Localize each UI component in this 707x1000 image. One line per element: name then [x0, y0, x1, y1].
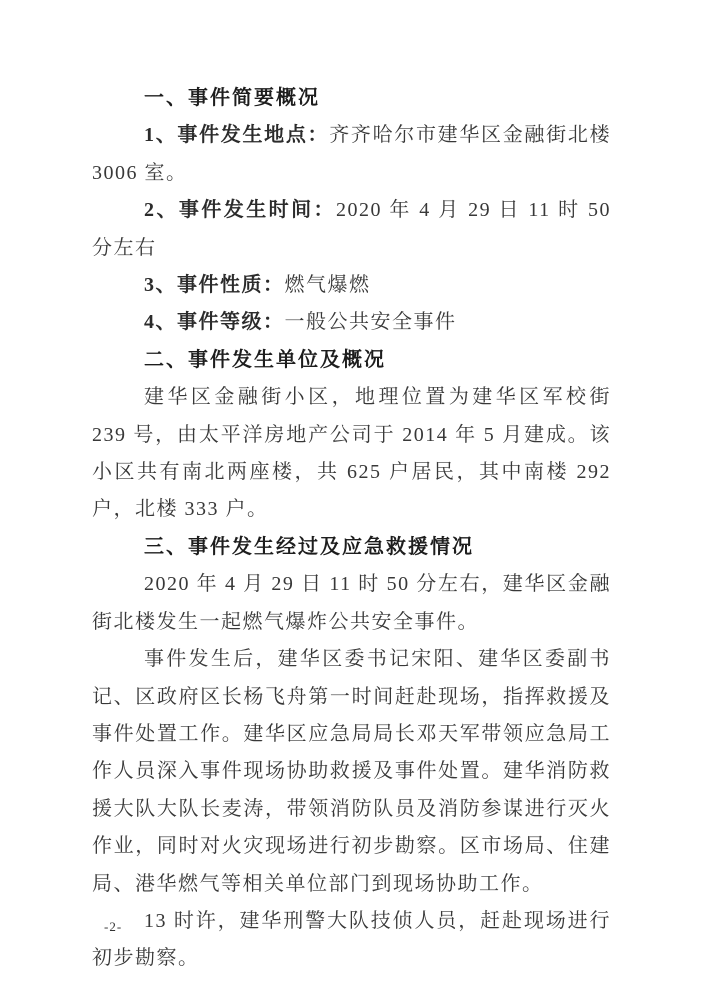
item-label-time: 2、事件发生时间：	[144, 199, 336, 222]
paragraph-community-info: 建华区金融街小区，地理位置为建华区军校街 239 号，由太平洋房地产公司于 2014 年 5 月建成。该小区共有南北两座楼，共 625 户居民，其中南楼 292 户，北楼 333 户。	[92, 386, 611, 521]
item-text-location: 齐齐哈尔市建华区金融街北楼 3006 室。	[92, 124, 612, 184]
item-text-nature: 燃气爆燃	[284, 274, 371, 297]
paragraph-incident: 2020 年 4 月 29 日 11 时 50 分左右，建华区金融街北楼发生一起燃气爆炸公共安全事件。	[92, 573, 611, 633]
list-item-nature	[92, 267, 611, 304]
paragraph-police: 13 时许，建华刑警大队技侦人员，赶赴现场进行初步勘察。	[92, 909, 611, 970]
page-number: -2-	[104, 919, 123, 934]
list-item-location	[92, 117, 611, 192]
item-label-nature: 3、事件性质：	[144, 274, 285, 297]
section-heading-unit: 二、事件发生单位及概况	[144, 348, 386, 371]
section-heading-rescue: 三、事件发生经过及应急救援情况	[144, 535, 474, 558]
item-text-level: 一般公共安全事件	[284, 311, 457, 334]
list-item-time	[92, 192, 611, 267]
item-label-location: 1、事件发生地点：	[144, 124, 330, 147]
paragraph-response: 事件发生后，建华区委书记宋阳、建华区委副书记、区政府区长杨飞舟第一时间赶赴现场，指挥救援及事件处置工作。建华区应急局局长邓天军带领应急局工作人员深入事件现场协助救援及事件处置。建华消防救援大队大队长麦涛，带领消防队员及消防参谋进行灭火作业，同时对火灾现场进行初步勘察。区市场局、住建局、港华燃气等相关单位部门到现场协助工作。	[92, 648, 611, 895]
item-label-level: 4、事件等级：	[144, 311, 285, 334]
list-item-level	[92, 304, 611, 341]
item-text-time: 2020 年 4 月 29 日 11 时 50 分左右	[92, 199, 612, 259]
section-heading-overview: 一、事件简要概况	[144, 87, 320, 109]
document-body	[92, 80, 611, 978]
